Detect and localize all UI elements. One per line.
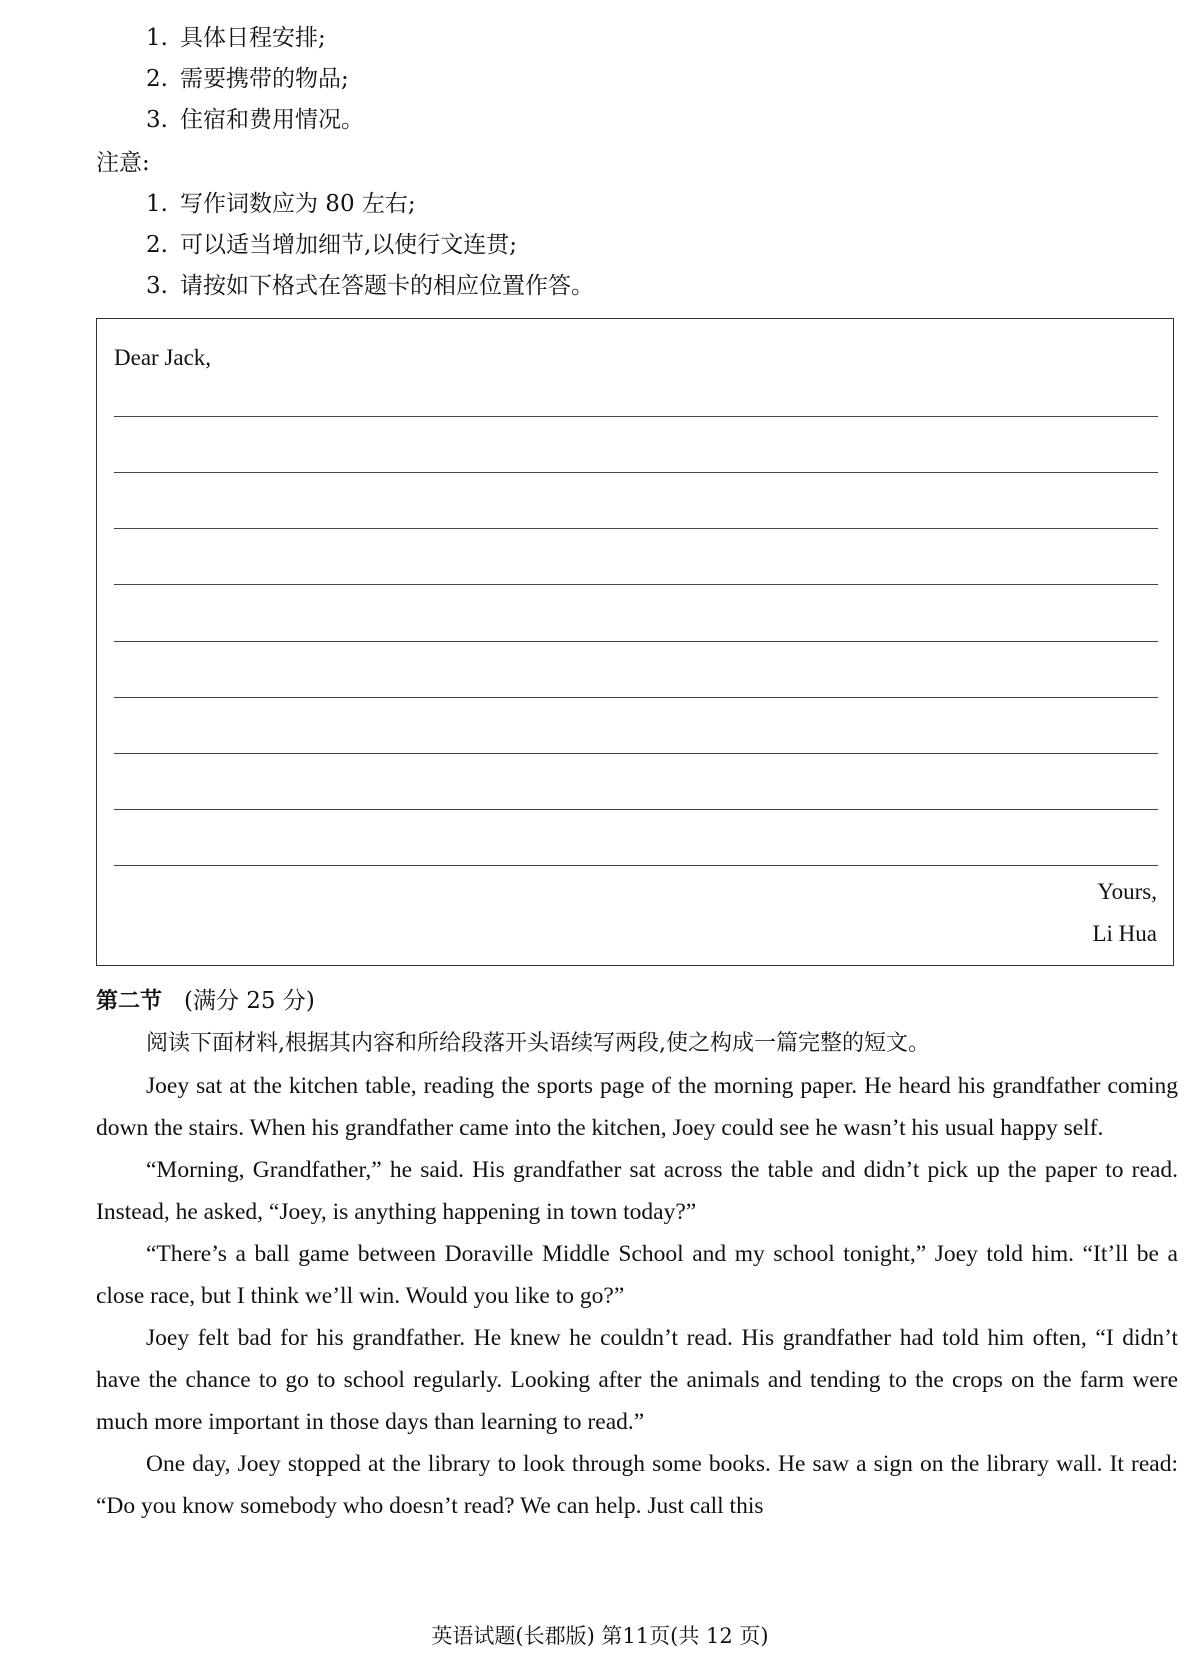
writing-line[interactable] — [114, 584, 1158, 585]
instruction-text: 阅读下面材料,根据其内容和所给段落开头语续写两段,使之构成一篇完整的短文。 — [146, 1031, 930, 1056]
writing-line[interactable] — [114, 528, 1158, 529]
section-heading — [96, 984, 315, 1019]
notes-list — [146, 184, 594, 307]
section-score: (满分 25 分) — [184, 988, 315, 1014]
requirement-item: 1. 具体日程安排; — [146, 25, 326, 51]
reading-passage — [96, 1023, 1178, 1527]
passage-paragraph: One day, Joey stopped at the library to look through some books. He saw a sign on the library wall. It read: “Do you know somebody who doesn’t read? We can help. Just call this — [96, 1451, 1178, 1519]
passage-paragraph: “There’s a ball game between Doraville Middle School and my school tonight,” Joey told him. “It’ll be a close race, but I think we’ll win. Would you like to go?” — [96, 1241, 1178, 1309]
requirements-list — [146, 18, 364, 141]
letter-answer-box[interactable] — [96, 318, 1174, 966]
requirement-item: 2. 需要携带的物品; — [146, 66, 349, 92]
page-footer: 英语试题(长郡版) 第11页(共 12 页) — [431, 1624, 769, 1648]
note-item: 1. 写作词数应为 80 左右; — [146, 191, 416, 217]
writing-line[interactable] — [114, 416, 1158, 417]
passage-paragraph: Joey felt bad for his grandfather. He knew he couldn’t read. His grandfather had told him often, “I didn’t have the chance to go to school regularly. Looking after the animals and tending to the crops on the farm were much more important in those days than learning to read.” — [96, 1325, 1178, 1435]
writing-line[interactable] — [114, 641, 1158, 642]
note-item: 2. 可以适当增加细节,以使行文连贯; — [146, 232, 518, 258]
writing-line[interactable] — [114, 472, 1158, 473]
requirement-item: 3. 住宿和费用情况。 — [146, 107, 364, 133]
section-title: 第二节 — [96, 989, 163, 1014]
letter-closing: Yours, — [1097, 879, 1157, 904]
writing-line[interactable] — [114, 865, 1158, 866]
writing-line[interactable] — [114, 697, 1158, 698]
passage-paragraph: “Morning, Grandfather,” he said. His grandfather sat across the table and didn’t pick up the paper to read. Instead, he asked, “Joey, is anything happening in town today?” — [96, 1157, 1178, 1225]
note-item: 3. 请按如下格式在答题卡的相应位置作答。 — [146, 273, 594, 299]
letter-signature: Li Hua — [1092, 921, 1157, 946]
writing-line[interactable] — [114, 809, 1158, 810]
letter-greeting: Dear Jack, — [114, 345, 212, 370]
notes-label: 注意: — [96, 150, 150, 176]
writing-line[interactable] — [114, 753, 1158, 754]
passage-paragraph: Joey sat at the kitchen table, reading the sports page of the morning paper. He heard his grandfather coming down the stairs. When his grandfather came into the kitchen, Joey could see he wasn’t his usual happy self. — [96, 1073, 1178, 1141]
